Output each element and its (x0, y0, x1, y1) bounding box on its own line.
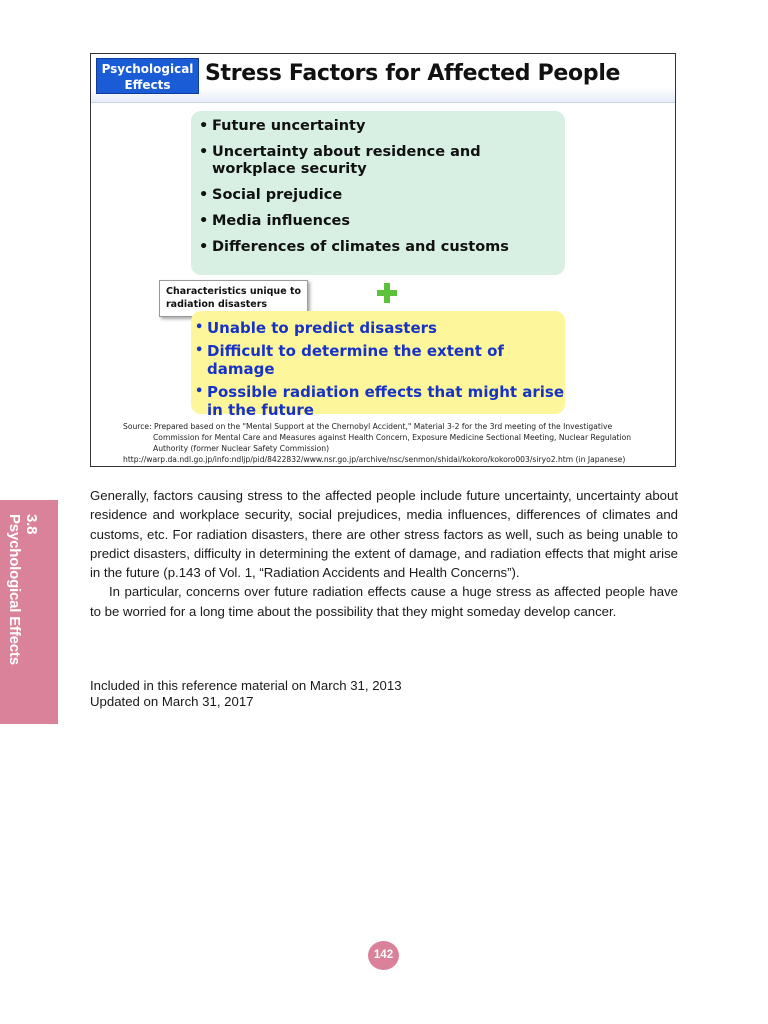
radiation-factor-item: • Difficult to determine the extent of damage (195, 342, 565, 378)
radiation-factor-item: • Unable to predict disasters (195, 319, 565, 337)
general-factor-item: • Uncertainty about residence and workplace security (199, 144, 565, 178)
badge-line-2: Effects (124, 78, 171, 92)
slide-category-badge (96, 58, 199, 94)
source-line-1: Source: Prepared based on the "Mental Support at the Chernobyl Accident," Material 3-2 for the 3rd meeting of the Investigative (123, 422, 613, 431)
slide-title: Stress Factors for Affected People (205, 61, 621, 86)
general-factor-item: • Differences of climates and customs (199, 239, 565, 256)
plus-icon (376, 282, 398, 304)
source-url: http://warp.da.ndl.go.jp/info:ndljp/pid/8422832/www.nsr.go.jp/archive/nsc/senmon/shidai/kokoro/kokoro003/siryo2.htm (in Japanese) (123, 455, 626, 464)
slide-figure (90, 53, 676, 467)
updated-date-note: Updated on March 31, 2017 (90, 694, 254, 709)
side-tab-label (6, 514, 40, 665)
badge-line-1: Psychological (101, 62, 194, 76)
source-line-2: Commission for Mental Care and Measures against Health Concern, Exposure Medicine Sectional Meeting, Nuclear Regulation (153, 433, 632, 442)
general-factors-box (191, 111, 565, 275)
page-number: 142 (368, 941, 399, 970)
radiation-characteristics-callout: Characteristics unique to radiation disasters (159, 280, 308, 317)
body-paragraph-1: Generally, factors causing stress to the affected people include future uncertainty, uncertainty about residence and workplace security, social prejudices, media influences, differences of climates and customs, etc. For radiation disasters, there are other stress factors as well, such as being unable to predict disasters, difficulty in determining the extent of damage, and radiation effects that might arise in the future (p.143 of Vol. 1, “Radiation Accidents and Health Concerns”). (90, 488, 678, 581)
slide-source-note (123, 421, 668, 465)
radiation-factor-item: • Possible radiation effects that might arise in the future (195, 383, 565, 419)
general-factor-item: • Media influences (199, 213, 565, 230)
body-paragraph-2: In particular, concerns over future radiation effects cause a huge stress as affected people have to be worried for a long time about the possibility that they might someday develop cancer. (90, 584, 678, 619)
general-factor-item: • Social prejudice (199, 187, 565, 204)
section-side-tab (0, 500, 58, 724)
included-date-note: Included in this reference material on March 31, 2013 (90, 678, 402, 693)
slide-header (91, 54, 675, 103)
general-factor-item: • Future uncertainty (199, 118, 565, 135)
section-title: Psychological Effects (6, 514, 23, 665)
body-text (90, 486, 678, 621)
revision-notes (90, 678, 402, 710)
general-factors-list (191, 111, 565, 256)
section-number: 3.8 (23, 514, 40, 535)
source-line-3: Authority (former Nuclear Safety Commission) (153, 444, 330, 453)
radiation-factors-box (191, 311, 565, 419)
radiation-factors-list (191, 311, 565, 419)
